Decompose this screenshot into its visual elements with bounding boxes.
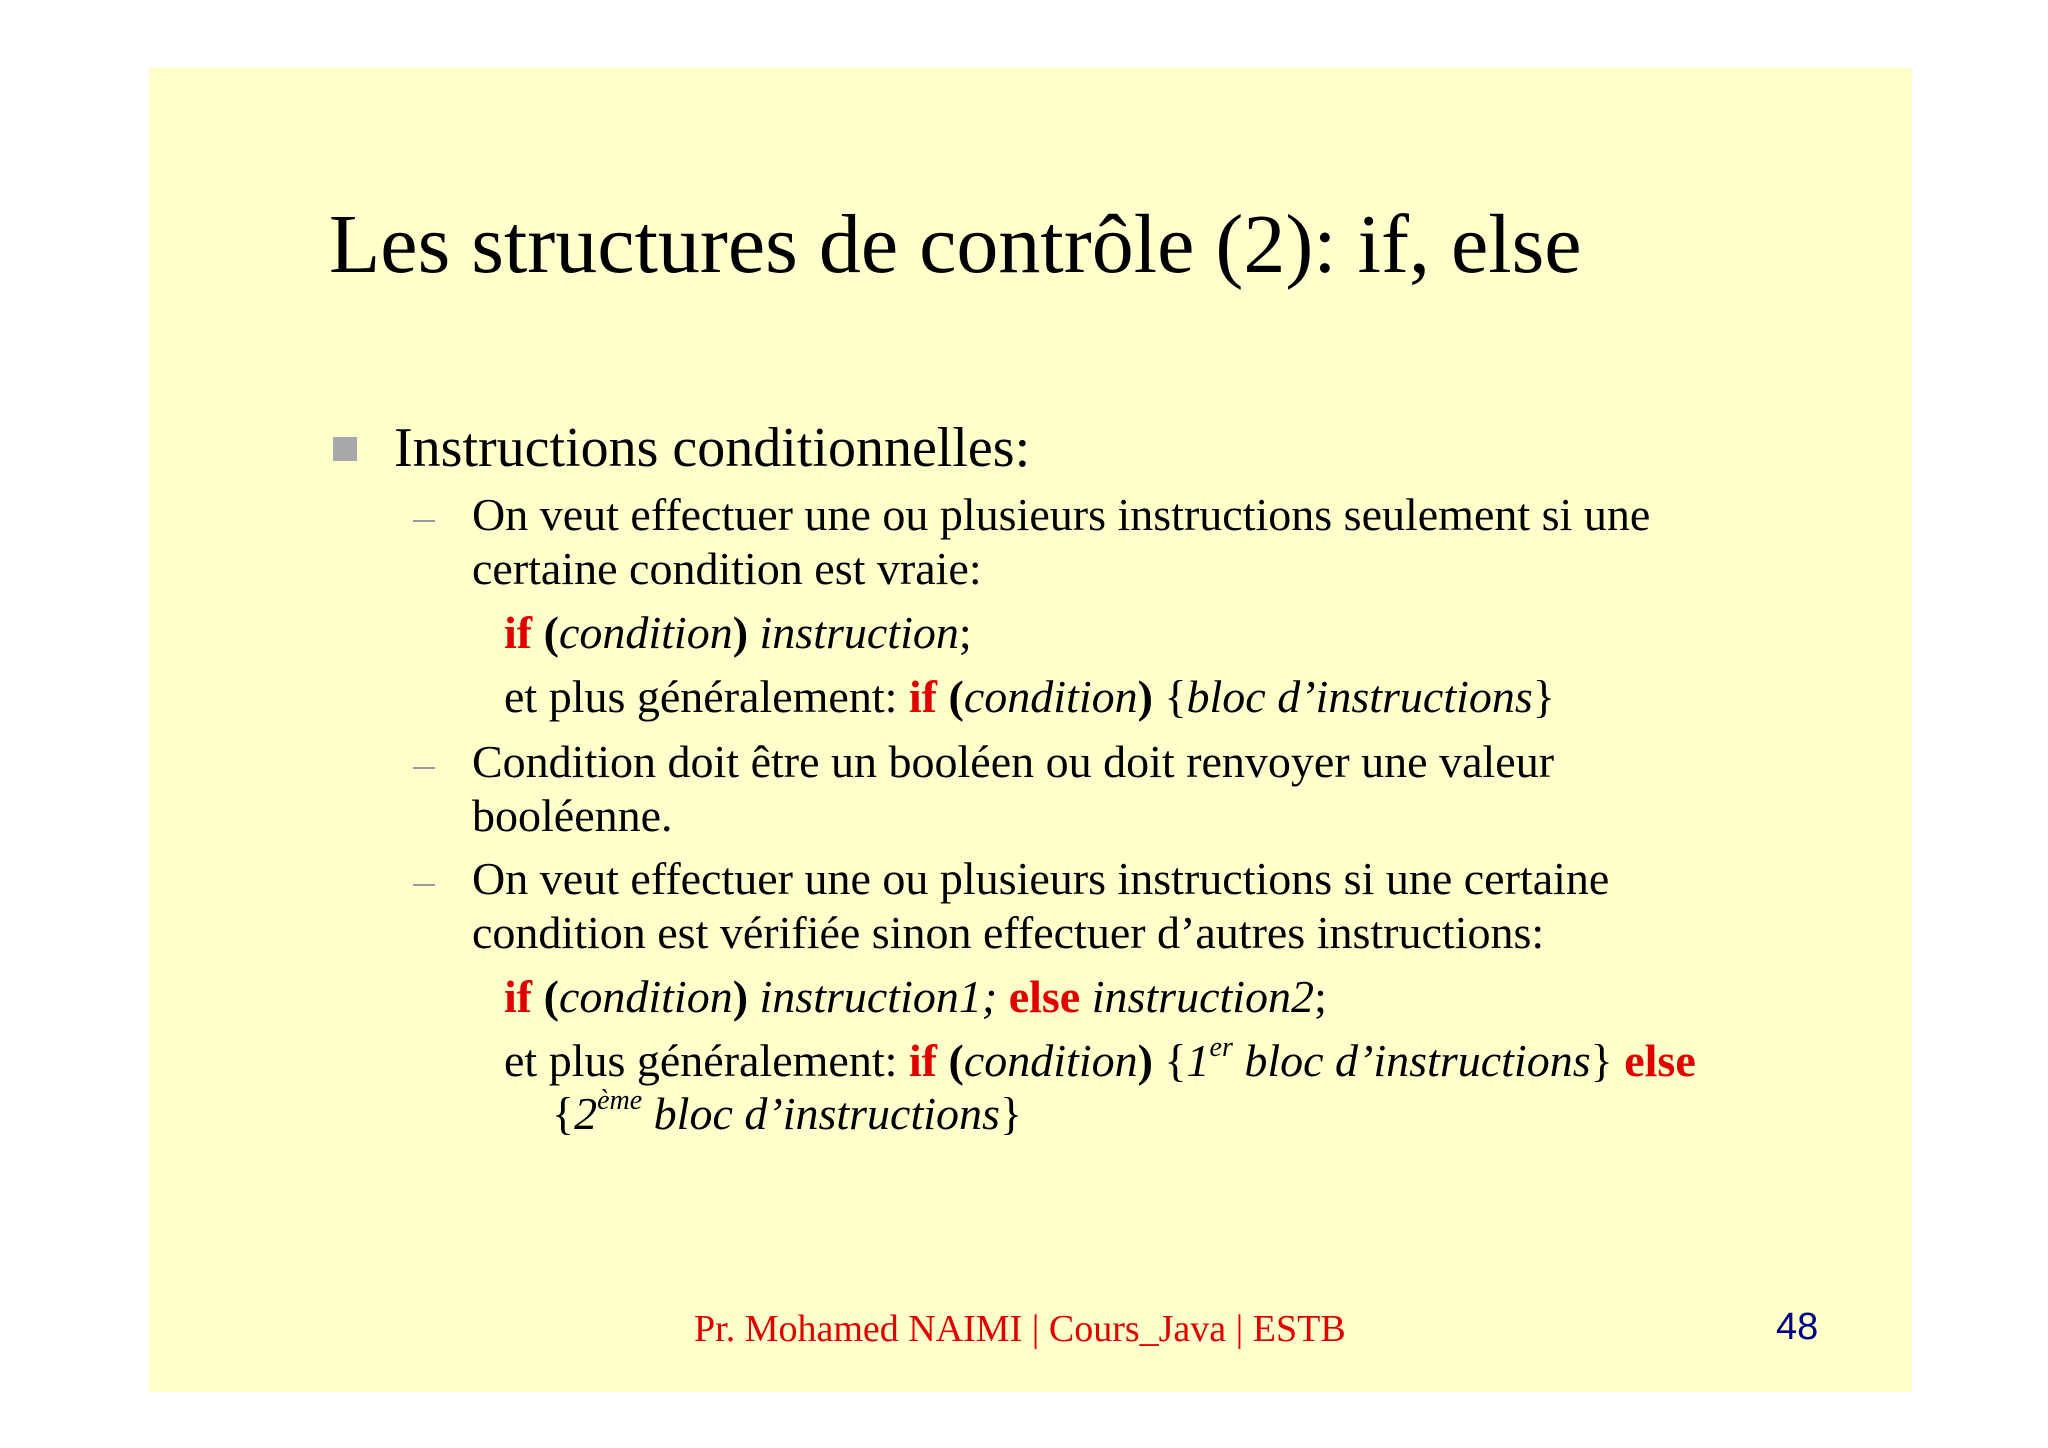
sub1-line1: On veut effectuer une ou plusieurs instructions seulement si une [472,489,1651,540]
sub3-line2: condition est vérifiée sinon effectuer d’autres instructions: [472,907,1545,958]
keyword-if: if [908,1035,938,1086]
bullet-instructions-conditionnelles: Instructions conditionnelles: [394,417,1031,479]
keyword-if: if [504,607,533,658]
keyword-else: else [1624,1035,1696,1086]
dash-bullet-icon [413,884,435,886]
dash-bullet-icon [413,767,435,769]
page-number: 48 [1776,1306,1819,1348]
sub2-line2: booléenne. [472,790,673,841]
code-if-simple: if (condition) instruction; [504,607,972,658]
slide-footer: Pr. Mohamed NAIMI | Cours_Java | ESTB [694,1308,1346,1350]
keyword-else: else [1008,971,1081,1022]
code-if-block: et plus généralement: if (condition) {bloc d’instructions} [504,671,1555,722]
code-if-else-simple: if (condition) instruction1; else instruction2; [504,971,1327,1022]
code-if-else-block-line1: et plus généralement: if (condition) {1er bloc d’instructions} else [504,1031,1696,1086]
dash-bullet-icon [413,520,435,522]
keyword-if: if [504,971,533,1022]
sub2-line1: Condition doit être un booléen ou doit renvoyer une valeur [472,736,1555,787]
sub1-line2: certaine condition est vraie: [472,543,982,594]
square-bullet-icon [333,437,357,461]
sub3-line1: On veut effectuer une ou plusieurs instructions si une certaine [472,853,1610,904]
code-if-else-block-line2: {2ème bloc d’instructions} [552,1084,1023,1139]
slide-title: Les structures de contrôle (2): if, else [329,198,1582,291]
keyword-if: if [908,671,938,722]
